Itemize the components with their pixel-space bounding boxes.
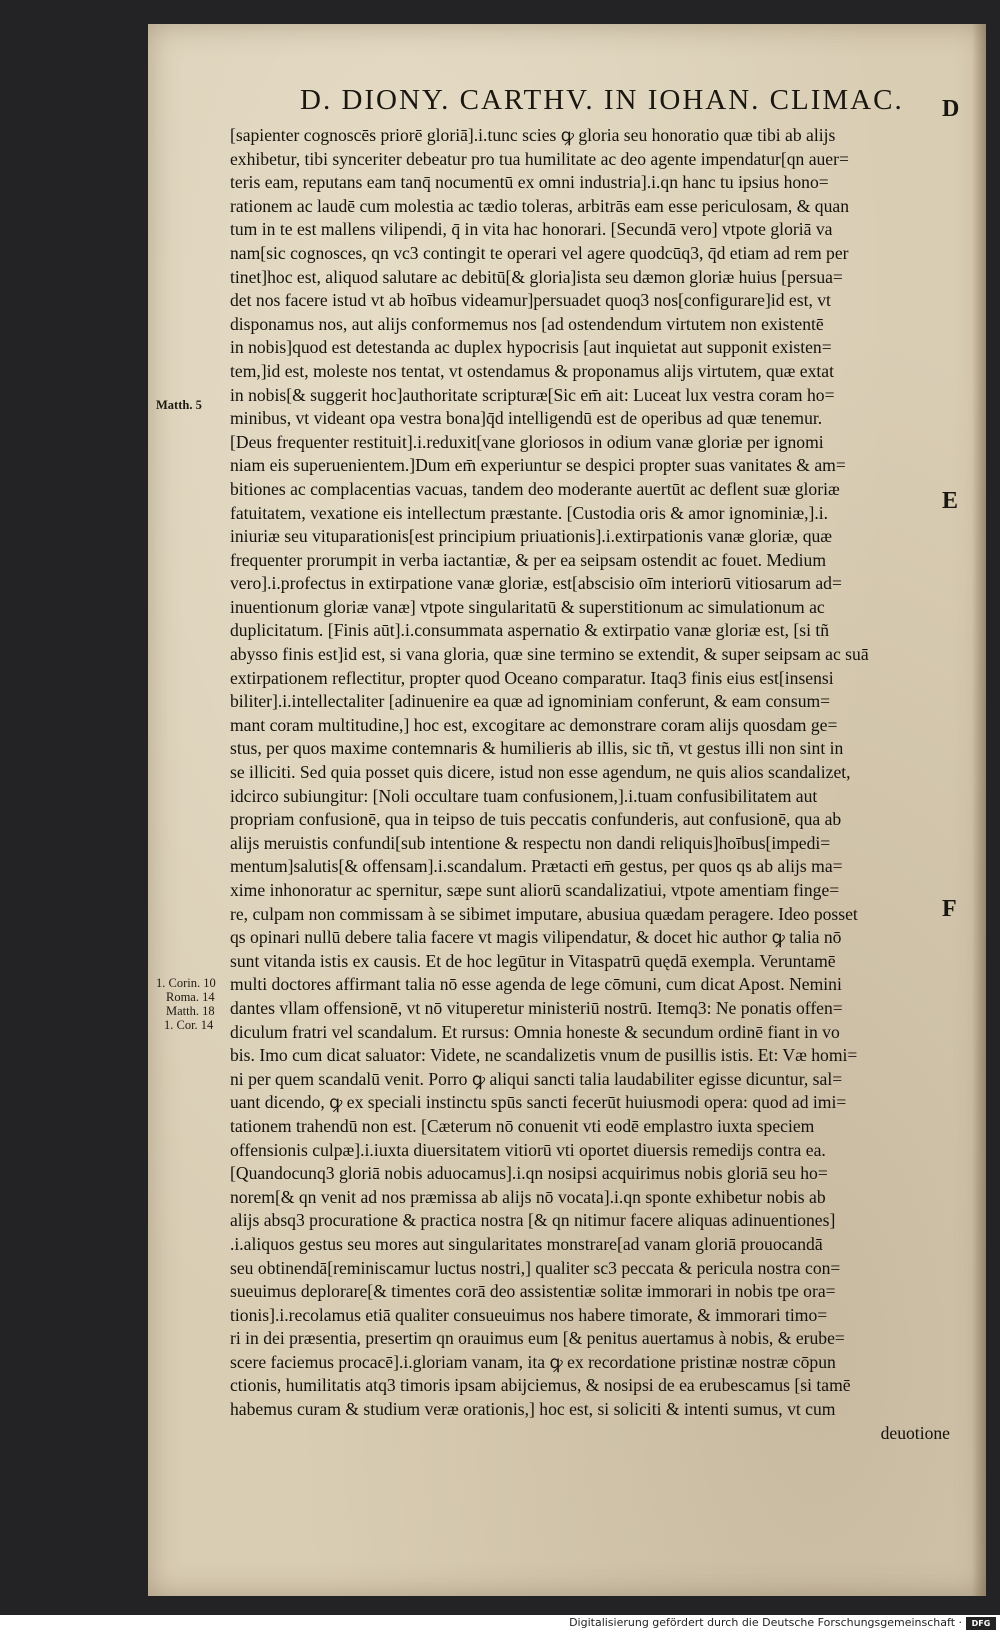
text-line: abysso finis est]id est, si vana gloria, quæ sine termino se extendit, & super seipsam ac suā xyxy=(230,644,869,665)
text-line: diculum fratri vel scandalum. Et rursus: Omnia honeste & secundum ordinē fiant in vo xyxy=(230,1021,840,1042)
text-line: norem[& qn venit ad nos præmissa ab alijs nō vocata].i.qn sponte exhibetur nobis ab xyxy=(230,1186,826,1207)
text-line: det nos facere istud vt ab hoībus videamur]persuadet quoq3 nos[configurare]id est, vt xyxy=(230,290,831,311)
marginal-note-roma-14: Roma. 14 xyxy=(166,990,215,1004)
text-line: idcirco subiungitur: [Noli occultare tuam confusionem,].i.tuam confusibilitatem aut xyxy=(230,785,818,806)
text-line: offensionis culpæ].i.iuxta diuersitatem vitiorū vti oportet diuersis remedijs contra ea. xyxy=(230,1139,826,1160)
marginal-note-matth-5: Matth. 5 xyxy=(156,398,202,412)
text-line: qs opinari nullū debere talia facere vt magis vilipendatur, & docet hic author ꝙ talia nō xyxy=(230,927,842,948)
text-line: ctionis, humilitatis atq3 timoris ipsam abijciemus, & nosipsi de ea erubescamus [si tamē xyxy=(230,1375,851,1396)
text-line: tionis].i.recolamus etiā qualiter consueuimus nos habere timorate, & immorari timo= xyxy=(230,1304,828,1325)
text-line: bitiones ac complacentias vacuas, tandem deo moderante auertūt ac deflent suæ gloriæ xyxy=(230,478,840,499)
marginal-note-1-corin: 1. Corin. 10 xyxy=(156,976,216,990)
text-line: extirpationem reflectitur, propter quod Oceano comparatur. Itaq3 finis eius est[insensi xyxy=(230,667,834,688)
footer-bar xyxy=(0,1615,1000,1632)
text-line: nam[sic cognosces, qn vc3 contingit te operari vel agere quodcūq3, q̄d etiam ad rem per xyxy=(230,242,849,263)
text-line: uant dicendo, ꝙ ex speciali instinctu spūs sancti fecerūt huiusmodi opera: quod ad imi= xyxy=(230,1092,847,1113)
text-line: minibus, vt videant opa vestra bona]q̄d intelligendū est de operibus ad quæ tenemur. xyxy=(230,408,823,429)
text-line: inuentionum gloriæ vanæ] vtpote singularitatū & superstitionum ac simulationum ac xyxy=(230,596,825,617)
text-line: fatuitatem, vexatione eis intellectum præstante. [Custodia oris & amor ignominiæ,].i. xyxy=(230,502,829,523)
funding-notice: Digitalisierung gefördert durch die Deutsche Forschungsgemeinschaft · xyxy=(569,1616,962,1629)
text-line: frequenter prorumpit in verba iactantiæ, & per ea seipsam ostendit ac fouet. Medium xyxy=(230,549,827,570)
text-line: dantes vllam offensionē, vt nō vituperetur ministeriū nostrū. Itemq3: Ne ponatis offen= xyxy=(230,997,843,1018)
body-text xyxy=(230,124,950,1445)
text-line: multi doctores affirmant talia nō esse agenda de lege cōmuni, cum dicat Apost. Nemini xyxy=(230,974,842,995)
text-line: rationem ac laudē cum molestia ac tædio toleras, arbitrās eam esse periculosam, & quan xyxy=(230,195,849,216)
text-line: bis. Imo cum dicat saluator: Videte, ne scandalizetis vnum de pusillis istis. Et: Væ homi= xyxy=(230,1045,858,1066)
text-line: tem,]id est, moleste nos tentat, vt ostendamus & proponamus alijs virtutem, quæ extat xyxy=(230,360,834,381)
text-line: alijs meruistis confundi[sub intentione & respectu non dandi reliquis]hoībus[impedi= xyxy=(230,832,831,853)
catchword: deuotione xyxy=(880,1422,950,1443)
text-line: exhibetur, tibi synceriter debeatur pro tua humilitate ac deo agente impendatur[qn auer= xyxy=(230,148,849,169)
text-line: xime inhonoratur ac spernitur, sæpe sunt aliorū scandalizatiui, vtpote amentiam finge= xyxy=(230,880,840,900)
text-line: duplicitatum. [Finis aūt].i.consummata aspernatio & extirpatio vanæ gloriæ est, [si tñ xyxy=(230,620,830,641)
text-line: iniuriæ seu vituparationis[est principium priuationis].i.extirpationis vanæ gloriæ, quæ xyxy=(230,526,833,547)
text-line: teris eam, reputans eam tanq̄ nocumentū ex omni industria].i.qn hanc tu ipsius hono= xyxy=(230,172,829,193)
text-line: vero].i.profectus in extirpatione vanæ gloriæ, est[abscisio oīm interiorū vitiosarum ad= xyxy=(230,573,842,594)
text-line: sueuimus deplorare[& timentes corā deo assistentiæ solitæ immorari in nobis tpe ora= xyxy=(230,1281,836,1302)
text-line: in nobis[& suggerit hoc]authoritate scripturæ[Sic em̄ ait: Luceat lux vestra coram ho= xyxy=(230,384,835,405)
marginal-note-1-cor-14: 1. Cor. 14 xyxy=(164,1018,214,1032)
text-line: ri in dei præsentia, presertim qn orauimus eum [& penitus auertamus à nobis, & erube= xyxy=(230,1328,845,1349)
running-head: D. DIONY. CARTHV. IN IOHAN. CLIMAC. xyxy=(300,84,904,116)
text-line: stus, per quos maxime contemnaris & humilieris ab illis, sic tñ, vt gestus illi non sint in xyxy=(230,738,844,759)
text-line: in nobis]quod est detestanda ac duplex hypocrisis [aut inquietat aut supponit existen= xyxy=(230,337,832,358)
text-line: tationem trahendū non est. [Cæterum nō conuenit vti eodē emplastro iuxta speciem xyxy=(230,1115,815,1136)
section-letter-e: E xyxy=(942,488,959,514)
text-line: disponamus nos, aut alijs conformemus nos [ad ostendendum virtutem non existentē xyxy=(230,313,824,334)
text-line: tinet]hoc est, aliquod salutare ac debitū[& gloria]ista seu dæmon gloriæ huius [persua= xyxy=(230,266,843,287)
text-line: [sapienter cognoscēs priorē gloriā].i.tunc scies ꝙ gloria seu honoratio quæ tibi ab alijs xyxy=(230,125,836,145)
text-line: se illiciti. Sed quia posset quis dicere, istud non esse agendum, ne quis alios scandalizet, xyxy=(230,762,851,783)
dfg-logo: DFG xyxy=(966,1617,996,1630)
text-line: ni per quem scandalū venit. Porro ꝙ aliqui sancti talia laudabiliter egisse dicuntur, sal= xyxy=(230,1068,843,1089)
page-edge-shadow xyxy=(972,24,986,1596)
text-line: niam eis superuenientem.]Dum em̄ experiuntur se despici propter suas vanitates & am= xyxy=(230,455,846,476)
text-line: mant coram multitudine,] hoc est, excogitare ac demonstrare coram alijs quosdam ge= xyxy=(230,714,838,735)
text-line: seu obtinendā[reminiscamur luctus nostri,] qualiter sc3 peccata & pericula nostra con= xyxy=(230,1257,841,1278)
text-line: .i.aliquos gestus seu mores aut singularitates monstrare[ad vanam gloriā prouocandā xyxy=(230,1233,823,1254)
text-line: habemus curam & studium veræ orationis,] hoc est, si soliciti & intenti sumus, vt cum xyxy=(230,1399,836,1420)
text-line: propriam confusionē, qua in teipso de tuis peccatis confunderis, aut confusionē, qua ab xyxy=(230,809,842,830)
text-line: alijs absq3 procuratione & practica nostra [& qn nitimur facere aliquas adinuentiones] xyxy=(230,1210,836,1231)
text-line: mentum]salutis[& offensam].i.scandalum. Prætacti em̄ gestus, per quos qs ab alijs ma= xyxy=(230,856,843,877)
text-line: [Deus frequenter restituit].i.reduxit[vane gloriosos in odium vanæ gloriæ per ignomi xyxy=(230,431,824,452)
text-line: scere faciemus procacē].i.gloriam vanam, ita ꝙ ex recordatione pristinæ nostræ cōpun xyxy=(230,1351,836,1372)
section-letter-d: D xyxy=(942,96,960,122)
text-line: biliter].i.intellectaliter [adinuenire ea quæ ad ignominiam conferunt, & eam consum= xyxy=(230,691,831,712)
text-line: [Quandocunq3 gloriā nobis aduocamus].i.qn nosipsi acquirimus nobis gloriā seu ho= xyxy=(230,1163,828,1184)
text-line: re, culpam non commissam à se sibimet imputare, abusiua quædam peragere. Ideo posset xyxy=(230,903,858,924)
section-letter-f: F xyxy=(942,896,957,922)
text-line: sunt vitanda istis ex causis. Et de hoc legūtur in Vitaspatrū quędā exempla. Veruntamē xyxy=(230,950,836,971)
text-line: tum in te est mallens vilipendi, q̄ in vita hac honorari. [Secundā vero] vtpote gloriā va xyxy=(230,219,833,240)
marginal-note-matth-18: Matth. 18 xyxy=(166,1004,215,1018)
